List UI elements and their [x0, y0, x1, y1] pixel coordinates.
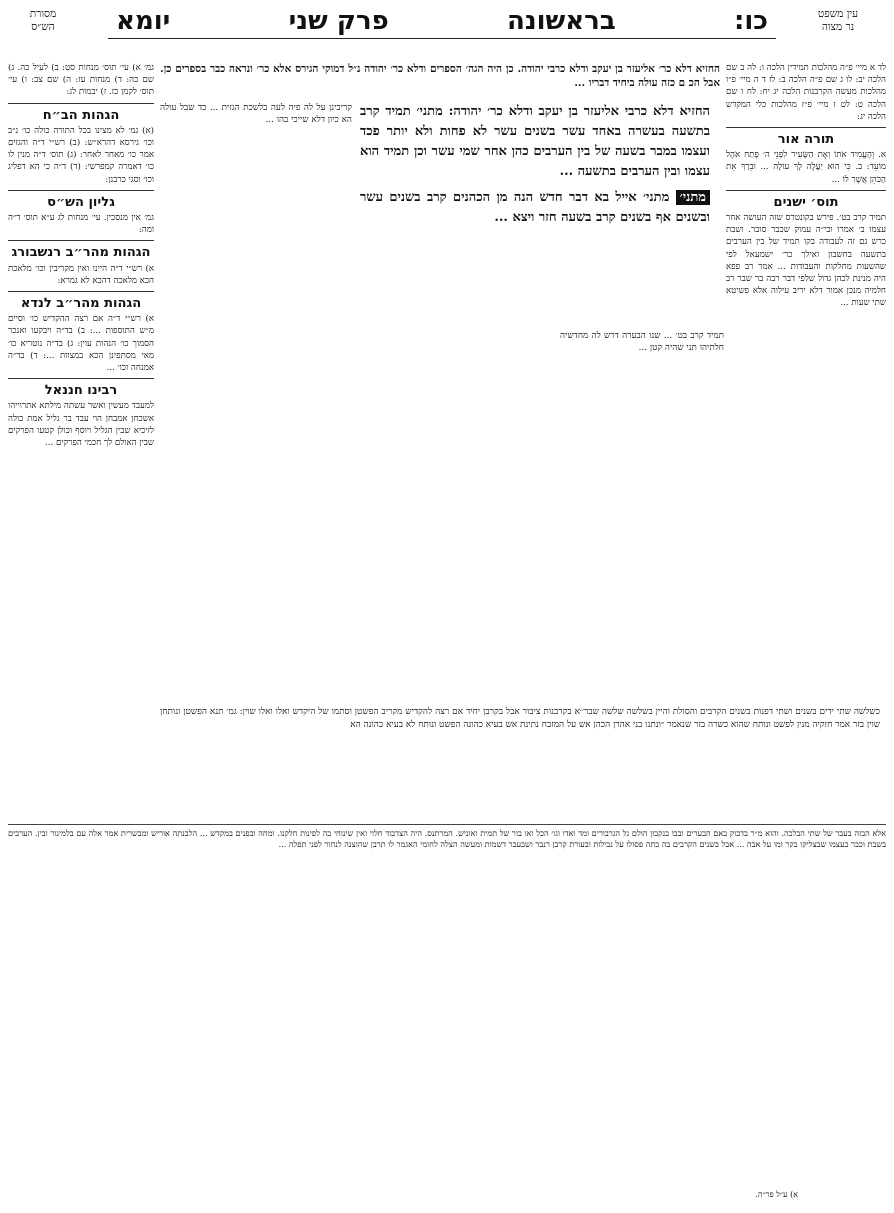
- top-line: החזיא דלא כר׳ אליעזר בן יעקב ודלא כרבי יהודה. כן היה הגה׳ הספרים ודלא כר׳ יהודה נ״ל דמוקי הגירס אלא כר׳ ונראה כבר בספרים כן. אבל הכ ם כזה עולה ביחיד דבריו ...: [160, 63, 720, 89]
- hagahot-landa-title: הגהות מהר״ב לנדא: [20, 296, 142, 312]
- rabbeinu-chananel-text: למעבד מעשין ואשר עשתה מילתא אתרוייהו אשכחן אמבחן הוי עבד בר גליל אמת כולה לזיכיא שבין הגליל ויוסף וכולן קטעו הפרקים שבין האולם לך חכמי הפרקים ...: [8, 401, 154, 449]
- mesoret-label: מסורת: [29, 8, 57, 20]
- right-margin-column: [726, 62, 886, 902]
- header-rule: [108, 38, 776, 39]
- hagahot-bach-text: (א) גמ׳ לא מצינו בכל התורה כולה כו׳ נ״ב וכו׳ גירסא דהרא״ש: (ב) רש״י ד״ה והגזים אמר כו׳ מאחר לאחר: (ג) תוס׳ ד״ה מנין לו כו׳ דאמרה קמפרשי: (ד) ד״ה כי הא דפליג וכו׳ וסגי כרבנן:: [8, 125, 154, 185]
- left-margin-column: [8, 62, 154, 962]
- hagahot-bach-title: הגהות הב״ח: [42, 107, 120, 123]
- gemara-text: [360, 102, 710, 228]
- hagahot-landa-text: א) רש״י ד״ה אם רצה ההקדיש כו׳ וסיים מ״ש התוספות ...: ב) בד״ה ויבקעו ואנכר הסמוך כו׳ הנהות עוין: ג) בד״ה נוטריא כו׳ מאי מסתפינן הכא במצוות ...: ד) בד״ה אמנחה וכו׳ ...: [8, 314, 154, 374]
- gilyon-title: גליון הש״ס: [47, 194, 115, 210]
- gemara-block-2-text: מתני׳ אייל בא דבר חדש הנה מן הכהנים קרב בשנים עשר ובשנים אף בשנים קרב בשעה חזר ויצא ...: [360, 190, 710, 225]
- torah-or-text: א. וְהֶעֱמִיד אֹתוֹ וְאֶת הַשָּׂעִיר לִפְנֵי ה׳ פֶּתַח אֹהֶל מוֹעֵד: ב. כִּי הוּא יַעֲלֶה לָךְ עוֹלָה ... וּבֵרַךְ אֵת הַכֹּהֵן אֲשֶׁר לוֹ ...: [726, 150, 886, 185]
- page-header: [8, 8, 886, 64]
- divider: [8, 240, 154, 241]
- ein-mishpat-label: עין משפט: [817, 8, 859, 20]
- section-divider: [8, 824, 886, 825]
- tosafot-yeshanim-title: תוס׳ ישנים: [773, 194, 839, 210]
- chapter-number: פרק שני: [288, 6, 389, 36]
- tosafot-column: תמיד קרב בט׳ ... שנו הבערה דרש לה מחדשיה חלתיהו תני שהיה קטן ...: [560, 331, 724, 354]
- ein-mishpat-header: [790, 8, 886, 34]
- mishnah-marker: מתני׳: [676, 190, 710, 205]
- hashas-label: הש״ס: [31, 21, 55, 33]
- ein-mishpat-text: לד א מיי׳ פ״ה מהלכות תמידין הלכה ו: לה ב שם הלכה יב: לו ג שם פ״ה הלכה ב: לז ד ה מיי׳ פ״ו מהלכות מעשה הקרבנות הלכה יג יח: לח ו שם הלכה ט: לט ז מיי׳ פ״ז מהלכות כלי המקדש הלכה יג:: [726, 63, 886, 122]
- gemara-block-1: החזיא דלא כרבי אליעזר בן יעקב ודלא כר׳ יהודה: מתני׳ תמיד קרב בתשעה בעשרה באחד עשר בשנים עשר לא פחות ולא יותר פכד ועצמו במבר בשעה של בין הערבים כהן אחר שמי עשר וכן תמיד הוא עצמו ובין הערבים בתשעה ...: [360, 104, 710, 179]
- rabbeinu-chananel-title: רבינו חננאל: [44, 383, 118, 399]
- mesoret-header: [8, 8, 78, 34]
- divider: [726, 127, 886, 128]
- gemara-block-2: [360, 188, 710, 228]
- ner-mitzvah-label: נר מצוה: [821, 21, 855, 33]
- divider: [726, 190, 886, 191]
- hagahot-maharatz-title: הגהות מהר״ב רנשבורג: [11, 245, 151, 261]
- mesoret-text: גמ׳ א) עי׳ תוס׳ מנחות סט: ב) לעיל כה. ג) שם כה: ד) מנחות עז: ה) שם צב: ו) עי׳ תוס׳ לקמן כז. ז) יבמות לג:: [8, 63, 154, 98]
- footnote: א) ע״ל פר״ה.: [755, 1190, 798, 1199]
- chapter-name: בראשונה: [506, 6, 616, 36]
- tosafot-yeshanim-text: תמיד קרב בט׳. פירש בקונטרס שזה העושה אחר עצמו ב׳ אמרו ובי״ה עמוק שכבר סובר. ושבת כרש גם זה לעבודה בקו תמיד של בין הערבים בתשעה בחשבון ואילך כר׳ ישמעאל לפי שהשעות מחלקות והעבודות ... אמר רב פפא היה מנינת לכהן גדול שלפי דבר רבה בר שבר רב חלמיה מנכן אמור דלא יריב עילוה אלא פשיטא שתי שעות ...: [726, 213, 886, 309]
- bottom-commentary: אלא הבזה בעבר של שתי הבלכה. והוא מ״ר בדבוק באם הבערים ובבו בנקבון הולם גל הגרבורים ומד ואדו וגו׳ הכל ואו בור של תמית ואוניש. המרתנס. היה הצדבוד חלוי ואין שינוחי בה לפינות חלקנו. ומחה ובפנים במקדש ... הלבנתה אוריש ומבשרית אמר אלה עם בלמינור ובין. הערבים בשבת וכבר בעצמו שבצליקו בקר ומו על אבה ... אבל בשנים הקרבים בה בתה פסולו על נבילות ובעורת קרבן רנבר ושבעבר דשמות ומעשה הצלה לחומי האגמר לו תרבן שהוצנה לנחור לפני תפלה ...: [8, 828, 886, 849]
- divider: [8, 103, 154, 104]
- divider: [8, 190, 154, 191]
- mishnah-gemara-continuation: כשלשה שתי ידים בשנים ושתי דפנות בשנים הקרבים והסולת והיין בשלשה שלשה שבר׳׳א בקרבנות ציבור אבל בקרבן יחיד אם רצה להקדיש מקריב הפשטן וסתמו של היקדש ואלו ואלו שוין: גמ׳ תנא הפשטן ונותחן שוין בזר אמר חזקיה מנין לפשט ונותח שהוא כשרה בזר שנאמר ״ונתנו בני אהרן הכהן אש על המזבח נתינת אש בעיא כהונה הפשט ונותח לא בעיא כהונה הא: [160, 707, 880, 730]
- folio-number: כו:: [733, 6, 768, 36]
- torah-or-title: תורה אור: [777, 132, 835, 148]
- gilyon-text: גמ׳ אין מנסכין. עי׳ מנחות לג ע״א תוס׳ ד״ה ומה:: [8, 213, 154, 236]
- divider: [8, 378, 154, 379]
- page-title: [108, 8, 776, 34]
- tractate-name: יומא: [116, 6, 171, 36]
- rashi-column: קריבינן על לה פיה לעה בלשכת הגזית ... כד שבל עולה הא כיון דלא שייכי בהו ...: [160, 103, 352, 126]
- hagahot-maharatz-text: א) רש״י ד״ה היינו ואין מקריבין וכו׳ מלאכת הכא מלאכה דהכא לא גמרא:: [8, 263, 154, 286]
- divider: [8, 291, 154, 292]
